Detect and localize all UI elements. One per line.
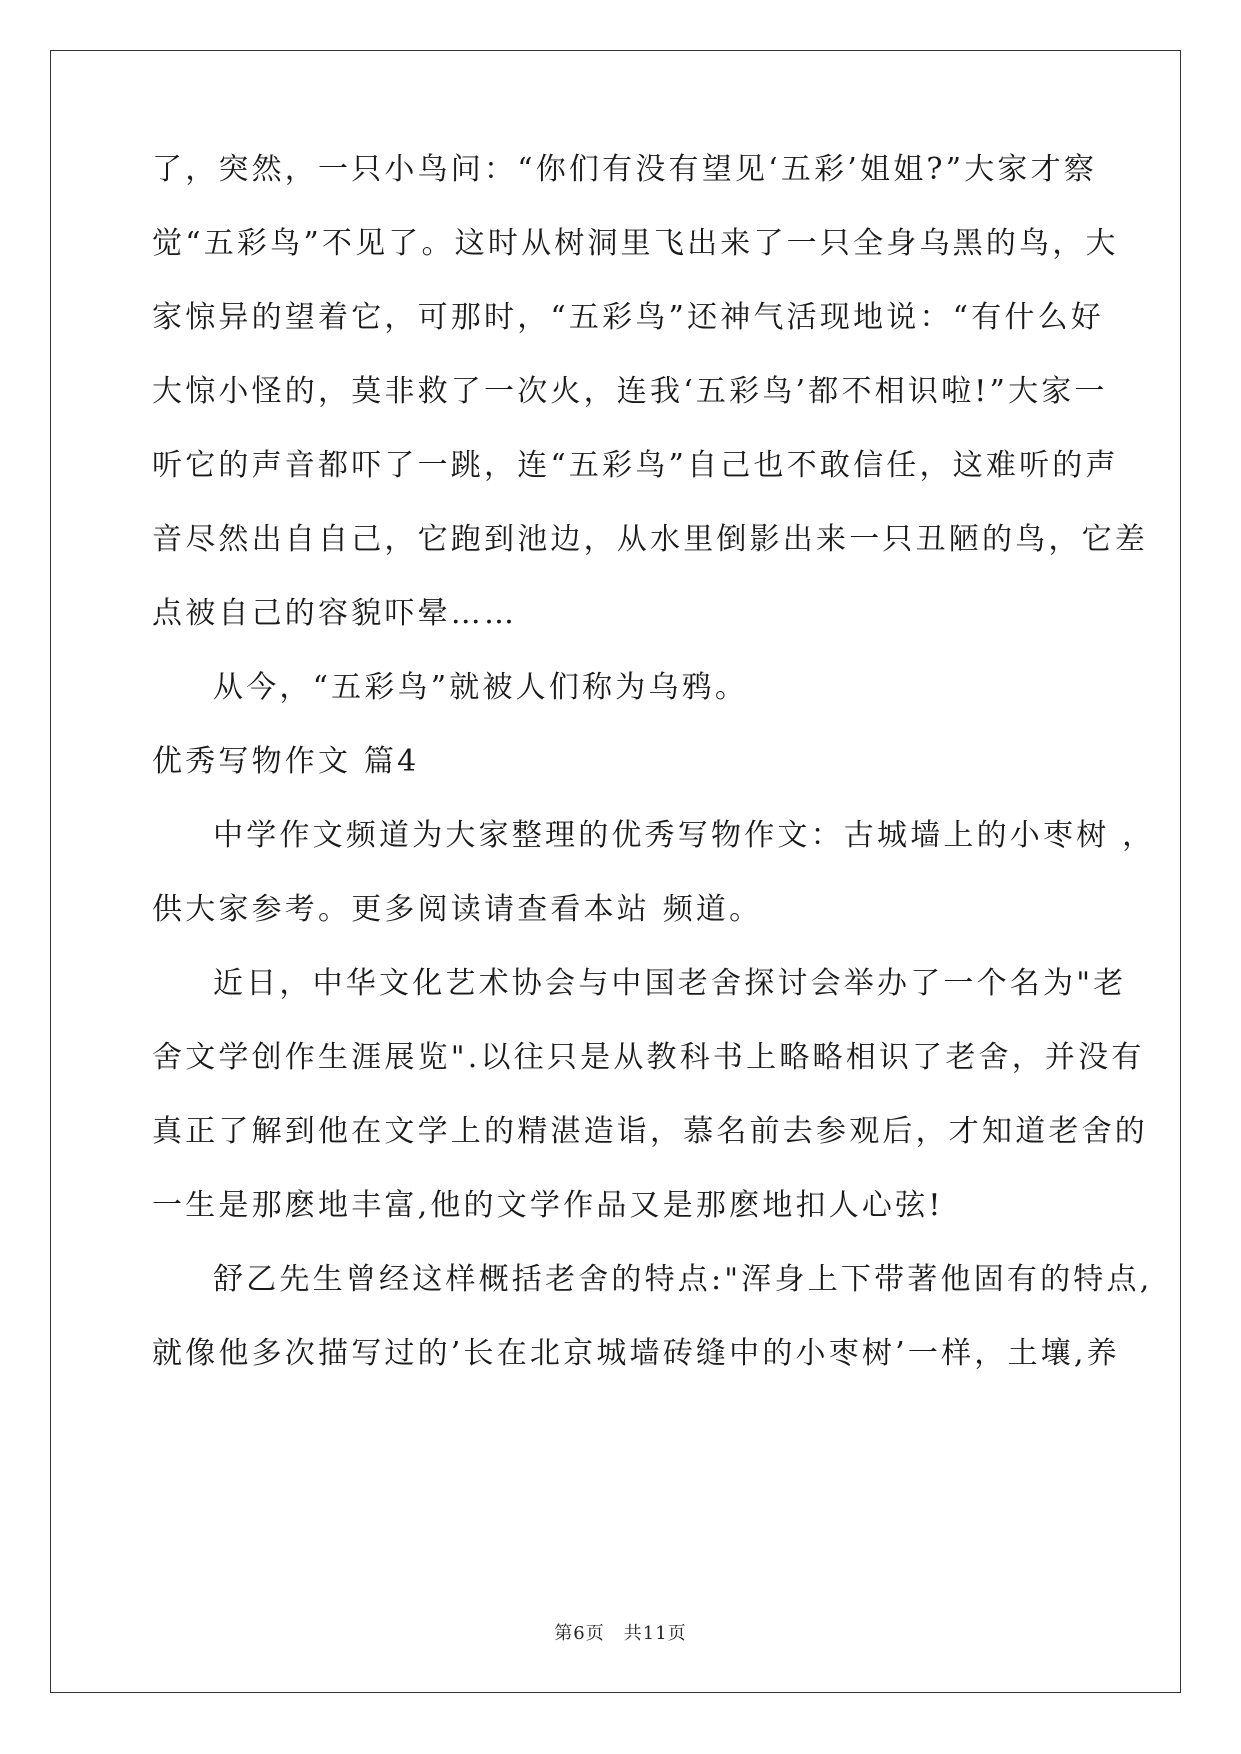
paragraph-line: 大惊小怪的，莫非救了一次火，连我‘五彩鸟’都不相识啦!”大家一	[152, 374, 1108, 409]
paragraph-line: 舍文学创作生涯展览".以往只是从教科书上略略相识了老舍，并没有	[152, 1040, 1145, 1075]
paragraph-line: 点被自己的容貌吓晕……	[152, 596, 518, 631]
paragraph-line: 真正了解到他在文学上的精湛造诣，慕名前去参观后，才知道老舍的	[152, 1114, 1148, 1149]
paragraph-line: 就像他多次描写过的’长在北京城墙砖缝中的小枣树’一样，土壤,养	[152, 1336, 1120, 1371]
page-number: 第6页 共11页	[554, 1623, 687, 1644]
paragraph-line: 家惊异的望着它，可那时，“五彩鸟”还神气活现地说：“有什么好	[152, 300, 1105, 335]
paragraph-line: 听它的声音都吓了一跳，连“五彩鸟”自己也不敢信任，这难听的声	[152, 448, 1119, 483]
section-heading: 优秀写物作文 篇4	[152, 744, 420, 779]
page-border	[50, 50, 1181, 1693]
paragraph-line: 从今，“五彩鸟”就被人们称为乌鸦。	[213, 670, 749, 705]
paragraph-line: 音尽然出自自己，它跑到池边，从水里倒影出来一只丑陋的鸟，它差	[152, 522, 1148, 557]
paragraph-line: 舒乙先生曾经这样概括老舍的特点:"浑身上下带著他固有的特点,	[213, 1262, 1153, 1297]
paragraph-line: 近日，中华文化艺术协会与中国老舍探讨会举办了一个名为"老	[213, 966, 1127, 1001]
paragraph-line: 了，突然，一只小鸟问：“你们有没有望见‘五彩’姐姐?”大家才察	[152, 152, 1098, 187]
paragraph-line: 觉“五彩鸟”不见了。这时从树洞里飞出来了一只全身乌黑的鸟，大	[152, 226, 1119, 261]
paragraph-line: 一生是那麽地丰富,他的文学作品又是那麽地扣人心弦!	[152, 1188, 944, 1223]
paragraph-line: 中学作文频道为大家整理的优秀写物作文：古城墙上的小枣树 ，	[213, 818, 1156, 853]
paragraph-line: 供大家参考。更多阅读请查看本站 频道。	[152, 892, 763, 927]
